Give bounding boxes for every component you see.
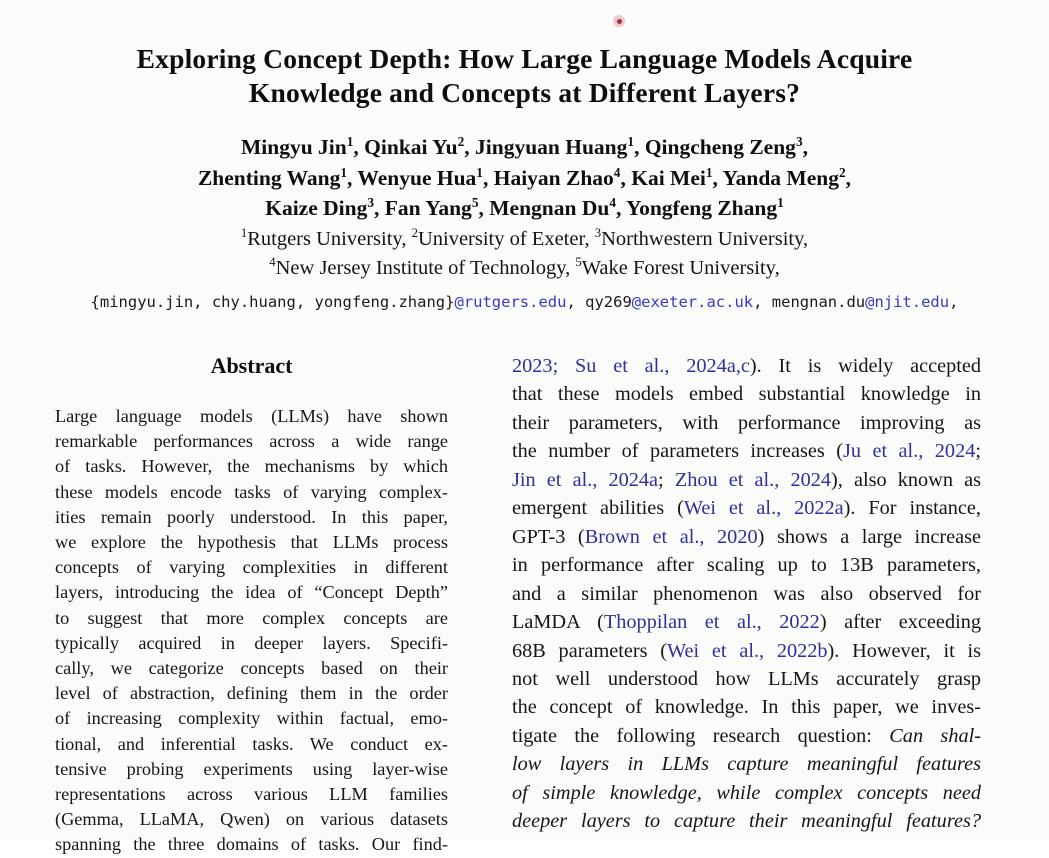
author-name: Yongfeng Zhang [625, 196, 778, 220]
author-affil-superscript: 1 [705, 164, 713, 180]
author-name: Zhenting Wang [197, 165, 341, 190]
author-name: Mengnan Du [489, 196, 610, 220]
body-text-line [512, 665, 981, 693]
body-text: ; [975, 440, 981, 463]
body-text-line [512, 608, 981, 636]
author-line [0, 193, 1049, 224]
citation-link[interactable]: Brown et al., 2020 [584, 525, 758, 548]
author-name: Yanda Meng [722, 165, 839, 190]
citation-link[interactable]: Thoppilan et al., 2022 [603, 611, 820, 634]
email-text: , mengnan.du [753, 293, 866, 311]
author-separator: , [712, 165, 723, 190]
affiliation-name: University of Exeter, [417, 228, 595, 250]
author-affil-superscript: 4 [613, 164, 621, 180]
abstract-line: to suggest that more complex concepts are [55, 607, 448, 628]
affiliation-name: Wake Forest University, [581, 257, 780, 279]
emphasized-text: low layers in LLMs capture meaningful features [512, 753, 981, 776]
body-text-line [512, 551, 981, 579]
body-text: not well understood how LLMs accurately grasp [512, 667, 981, 690]
abstract-line: cally, we categorize concepts based on their [55, 658, 448, 679]
body-text-line [512, 380, 981, 408]
abstract-heading: Abstract [210, 353, 293, 378]
body-text-line [512, 437, 981, 465]
authors-block [0, 132, 1049, 224]
citation-link[interactable]: Zhou et al., 2024 [674, 468, 832, 491]
author-name: Kai Mei [631, 165, 706, 190]
author-separator: , [347, 165, 358, 190]
author-line [0, 132, 1049, 163]
abstract-line: tensive probing experiments using layer-wise [55, 758, 448, 779]
affiliation-line [0, 225, 1049, 254]
abstract-line: ities remain poorly understood. In this paper, [55, 506, 448, 527]
author-affil-superscript: 3 [795, 133, 803, 149]
author-affil-superscript: 1 [476, 164, 483, 180]
email-text: , qy269 [566, 293, 632, 311]
body-text: ). For instance, [843, 497, 981, 520]
abstract-line: spanning the three domains of tasks. Our find- [55, 834, 448, 855]
body-text: ), also known as [831, 468, 982, 491]
abstract-line: tional, and inferential tasks. We conduct ex- [55, 733, 448, 754]
author-name: Qinkai Yu [364, 135, 458, 159]
abstract-line: of tasks. However, the mechanisms by which [55, 456, 448, 477]
email-link[interactable]: @rutgers.edu [454, 293, 567, 311]
body-text: their parameters, with performance improving as [512, 411, 981, 434]
author-line [0, 163, 1049, 194]
author-affil-superscript: 1 [346, 133, 354, 149]
abstract-line: Large language models (LLMs) have shown [55, 406, 448, 426]
author-affil-superscript: 5 [471, 194, 479, 210]
author-name: Mingyu Jin [241, 135, 347, 159]
abstract-line: typically acquired in deeper layers. Specifi- [55, 632, 448, 653]
body-text: the number of parameters increases ( [512, 440, 843, 463]
paper-title-line2: Knowledge and Concepts at Different Layers? [248, 77, 801, 108]
abstract-line: remarkable performances across a wide range [55, 431, 448, 452]
abstract-line: these models encode tasks of varying complex- [55, 481, 448, 502]
abstract-line: we explore the hypothesis that LLMs process [55, 532, 448, 553]
emails-line [0, 293, 1049, 311]
body-text: ) after exceeding [819, 611, 981, 634]
author-affil-superscript: 3 [367, 194, 375, 210]
abstract-line: of increasing complexity within factual, emo- [55, 708, 448, 729]
abstract-line: level of abstraction, defining them in the order [55, 683, 448, 704]
author-separator: , [615, 196, 626, 220]
emphasized-text: Can shal- [889, 724, 981, 747]
author-affil-superscript: 1 [627, 133, 635, 149]
body-text-line [512, 722, 981, 750]
author-affil-superscript: 1 [340, 164, 348, 180]
paper-title-line1: Exploring Concept Depth: How Large Language Models Acquire [136, 43, 913, 74]
affiliation-superscript: 2 [411, 226, 418, 241]
author-affil-superscript: 2 [838, 164, 846, 180]
citation-link[interactable]: Ju et al., 2024 [842, 440, 976, 463]
affiliation-name: Rutgers University, [247, 228, 412, 250]
abstract-line: representations across various LLM families [55, 784, 448, 805]
affiliation-line [0, 254, 1049, 283]
body-text: in performance after scaling up to 13B parameters, [512, 554, 981, 577]
citation-link[interactable]: Jin et al., 2024a [512, 468, 659, 491]
body-text-line [512, 580, 981, 608]
email-link[interactable]: @njit.edu [865, 293, 950, 311]
author-separator: , [478, 196, 490, 220]
body-text-line [512, 409, 981, 437]
author-affil-superscript: 1 [777, 194, 784, 210]
abstract-section [55, 352, 448, 858]
body-text-line [512, 807, 981, 835]
author-separator: , [845, 165, 852, 190]
body-text-line [512, 523, 981, 551]
body-text-line [512, 352, 981, 380]
affiliation-superscript: 3 [594, 226, 602, 241]
author-separator: , [482, 165, 494, 190]
author-name: Wenyue Hua [357, 165, 477, 190]
body-text-line [512, 779, 981, 807]
body-text: ). It is widely accepted [749, 355, 981, 377]
body-text: emergent abilities ( [512, 497, 684, 520]
affiliation-name: Northwestern University, [601, 228, 809, 250]
author-separator: , [634, 135, 645, 159]
body-text: 68B parameters ( [512, 639, 668, 662]
body-text: ) shows a large increase [757, 525, 981, 548]
affiliation-superscript: 1 [240, 226, 248, 241]
author-affil-superscript: 4 [609, 194, 616, 210]
recording-dot-inner [617, 19, 622, 24]
author-separator: , [802, 135, 808, 159]
recording-dot-icon [613, 15, 625, 27]
author-separator: , [464, 135, 476, 159]
abstract-line: concepts of varying complexities in different [55, 557, 448, 578]
body-text: ). However, it is [827, 639, 982, 662]
emphasized-text: of simple knowledge, while complex concepts need [512, 781, 981, 804]
paper-title [0, 42, 1049, 110]
introduction-column [512, 352, 981, 836]
body-text: GPT-3 ( [512, 525, 585, 548]
body-text-line [512, 494, 981, 522]
body-text-line [512, 693, 981, 721]
body-text: and a similar phenomenon was also observed for [512, 582, 981, 605]
body-text: tigate the following research question: [512, 724, 890, 747]
email-link[interactable]: @exeter.ac.uk [631, 293, 754, 311]
email-text: , [949, 293, 959, 311]
body-text-line [512, 466, 981, 494]
author-separator: , [353, 135, 365, 159]
author-affil-superscript: 2 [457, 133, 465, 149]
author-separator: , [374, 196, 385, 220]
body-text: the concept of knowledge. In this paper, we inves- [512, 696, 981, 719]
abstract-line: (Gemma, LLaMA, Qwen) on various datasets [55, 809, 448, 830]
email-text: {mingyu.jin, chy.huang, yongfeng.zhang} [90, 293, 455, 311]
body-text: that these models embed substantial knowledge in [512, 383, 981, 406]
body-text: ; [658, 468, 675, 491]
affiliation-name: New Jersey Institute of Technology, [275, 257, 576, 279]
affiliation-superscript: 5 [575, 255, 582, 270]
author-name: Jingyuan Huang [475, 135, 628, 159]
abstract-body [55, 404, 448, 858]
author-name: Kaize Ding [265, 196, 368, 220]
body-text-line [512, 637, 981, 665]
author-separator: , [620, 165, 632, 190]
abstract-line: layers, introducing the idea of “Concept Depth” [55, 582, 448, 603]
citation-link[interactable]: 2023; Su et al., 2024a,c [512, 355, 750, 377]
author-name: Haiyan Zhao [493, 165, 614, 190]
author-name: Fan Yang [384, 196, 472, 220]
citation-link[interactable]: Wei et al., 2022b [667, 639, 828, 662]
author-name: Qingcheng Zeng [644, 135, 796, 159]
affiliations-block [0, 225, 1049, 283]
affiliation-superscript: 4 [269, 255, 276, 270]
emphasized-text: deeper layers to capture their meaningful features? [512, 810, 981, 833]
body-text-line [512, 750, 981, 778]
body-text: LaMDA ( [512, 611, 604, 634]
citation-link[interactable]: Wei et al., 2022a [683, 497, 844, 520]
